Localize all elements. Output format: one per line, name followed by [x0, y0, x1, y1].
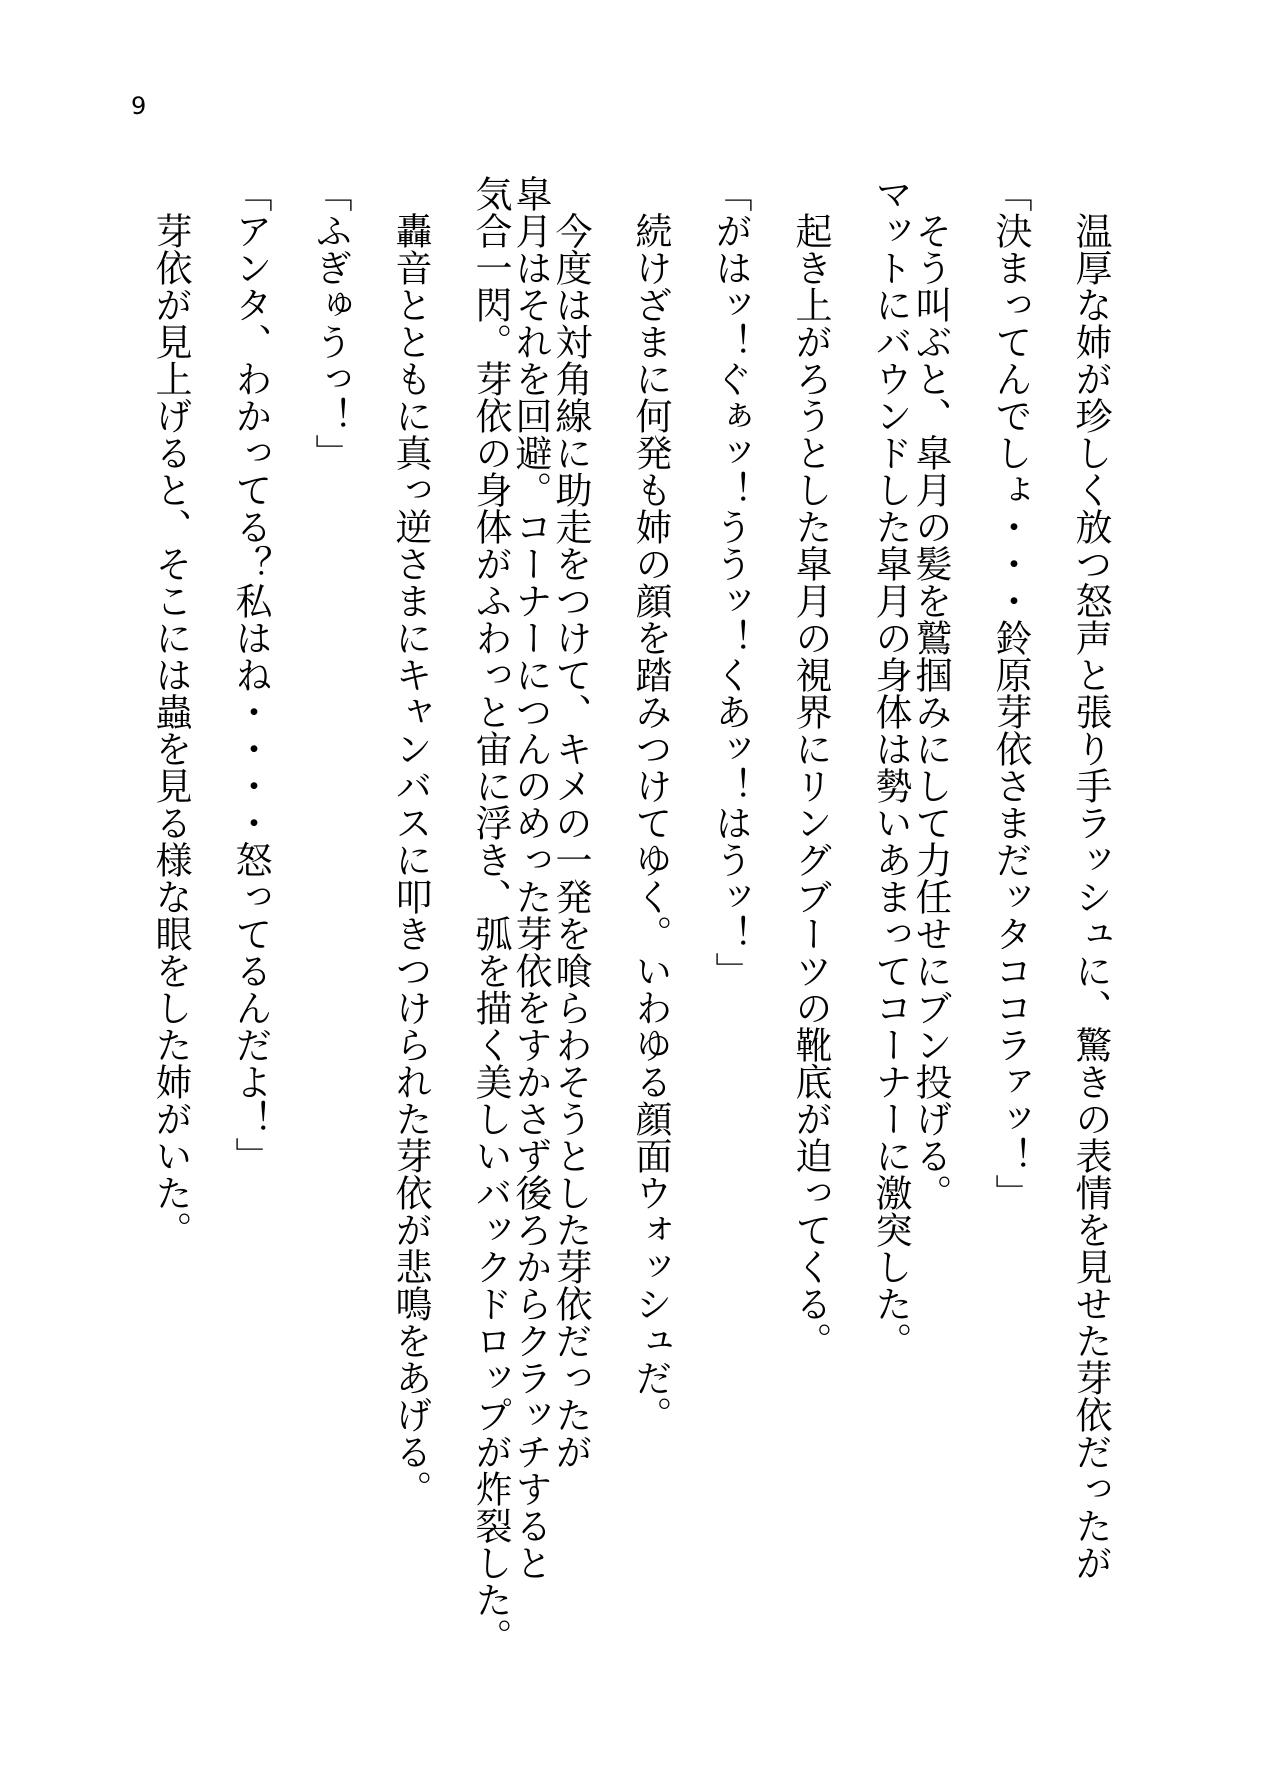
dialogue-line: 「決まってんでしょ・・・鈴原芽依さまだッタココラァッ！」	[989, 175, 1032, 1211]
text-line: 芽依が見上げると、そこには蟲を見る様な眼をした姉がいた。	[149, 212, 192, 1248]
body-text	[135, 175, 1135, 1695]
text-line: 気合一閃。芽依の身体がふわっと宙に浮き、弧を描く美しいバックドロップが炸裂した。	[469, 175, 512, 1655]
dialogue-line: 「がはッ！ぐぁッ！ううッ！くあッ！はうッ！」	[709, 175, 752, 989]
text-line: 続けざまに何発も姉の顔を踏みつけてゆく。いわゆる顔面ウォッシュだ。	[629, 212, 672, 1433]
text-line: マットにバウンドした皐月の身体は勢いあまってコーナーに激突した。	[869, 175, 912, 1359]
text-line: 轟音とともに真っ逆さまにキャンバスに叩きつけられた芽依が悲鳴をあげる。	[389, 212, 432, 1507]
text-line: 皐月はそれを回避。コーナーにつんのめった芽依をすかさず後ろからクラッチすると	[509, 175, 552, 1581]
dialogue-line: 「アンタ、わかってる？私はね・・・・怒ってるんだよ！」	[229, 175, 272, 1174]
page-number: 9	[131, 92, 147, 120]
text-line: 起き上がろうとした皐月の視界にリングブーツの靴底が迫ってくる。	[789, 212, 832, 1359]
text-line: そう叫ぶと、皐月の髪を鷲掴みにして力任せにブン投げる。	[909, 212, 952, 1211]
dialogue-line: 「ふぎゅうっ！」	[309, 175, 352, 471]
text-line: 温厚な姉が珍しく放つ怒声と張り手ラッシュに、驚きの表情を見せた芽依だったが	[1069, 212, 1112, 1581]
text-line: 今度は対角線に助走をつけて、キメの一発を喰らわそうとした芽依だったが	[549, 212, 592, 1470]
